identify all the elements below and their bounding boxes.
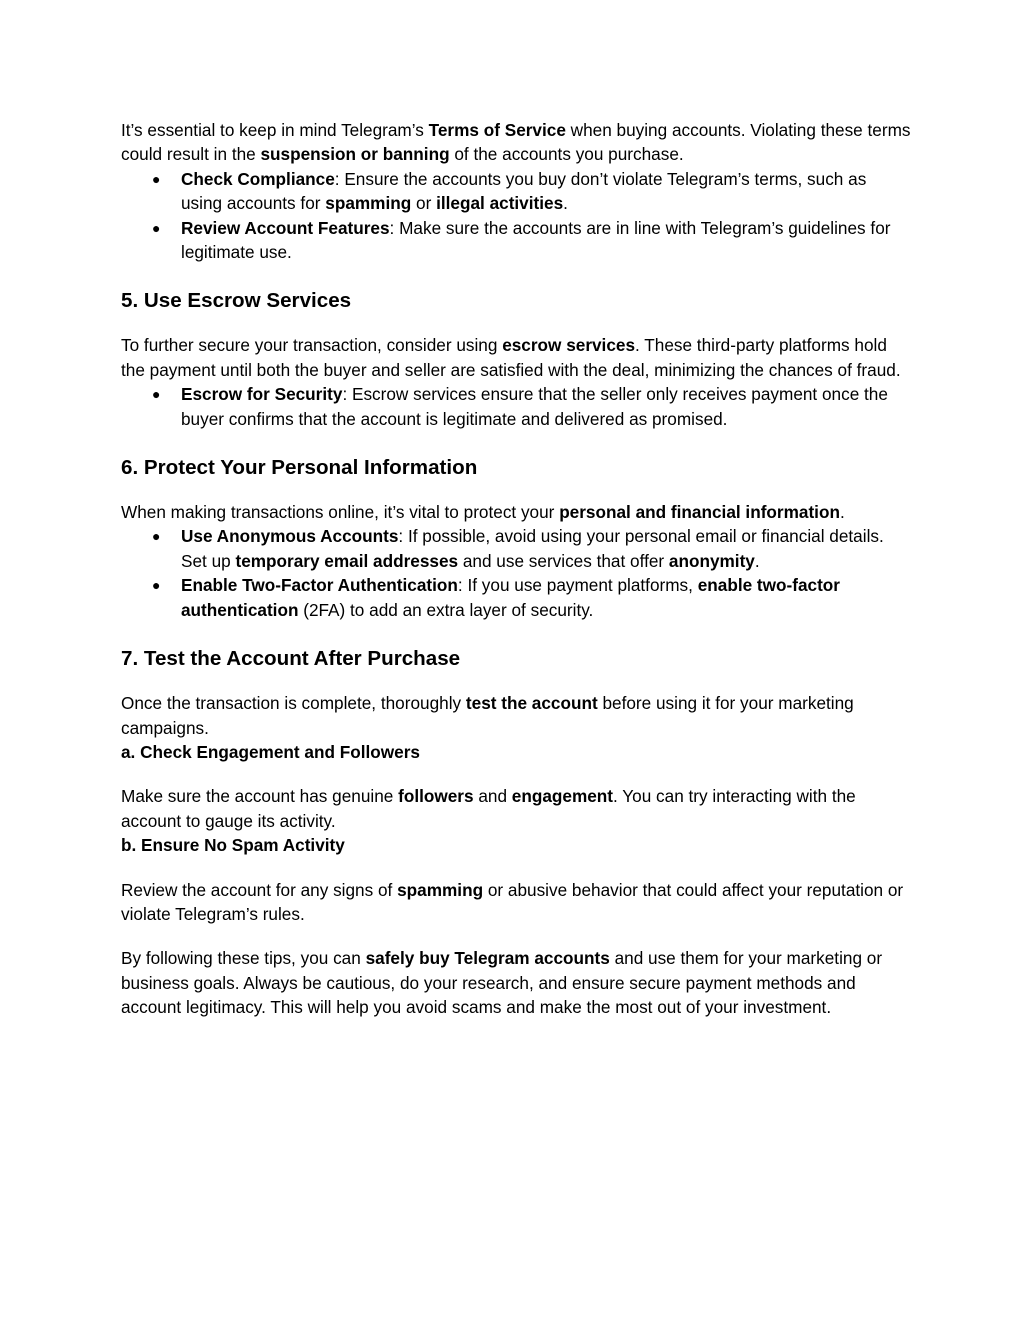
section-heading-7: 7. Test the Account After Purchase xyxy=(121,647,461,671)
bullet-icon: ● xyxy=(152,528,161,545)
bullet-icon: ● xyxy=(152,219,161,236)
intro-paragraph: It’s essential to keep in mind Telegram’s Terms of Service when buying accounts. Violating these terms could result in the suspension or banning of the accounts you purchase. xyxy=(121,120,911,165)
list-item: ● Enable Two-Factor Authentication: If you use payment platforms, enable two-factor authentication (2FA) to add an extra layer of security. xyxy=(152,575,840,620)
conclusion-paragraph: By following these tips, you can safely buy Telegram accounts and use them for your marketing or business goals. Always be cautious, do your research, and ensure secure payment methods and account legitimacy. This will help you avoid scams and make the most out of your investment. xyxy=(121,948,883,1018)
subheading-b: b. Ensure No Spam Activity xyxy=(121,835,345,856)
subheading-a: a. Check Engagement and Followers xyxy=(121,741,420,762)
list-item: ● Use Anonymous Accounts: If possible, avoid using your personal email or financial details. Set up temporary email addresses and use services that offer anonymity. xyxy=(152,526,884,571)
terms-of-service-emphasis: Terms of Service xyxy=(428,120,566,140)
bullet-icon: ● xyxy=(152,386,161,403)
section5-bullet-list xyxy=(121,382,911,431)
bullet-icon: ● xyxy=(152,577,161,594)
section5-paragraph: To further secure your transaction, consider using escrow services. These third-party platforms hold the payment until both the buyer and seller are satisfied with the deal, minimizing the chances of fraud. xyxy=(121,335,901,380)
section7-paragraph: Once the transaction is complete, thoroughly test the account before using it for your marketing campaigns. xyxy=(121,693,854,738)
list-item: ● Review Account Features: Make sure the accounts are in line with Telegram’s guidelines for legitimate use. xyxy=(152,217,891,263)
subsection-a-paragraph: Make sure the account has genuine followers and engagement. You can try interacting with the account to gauge its activity. xyxy=(121,786,856,831)
suspension-emphasis: suspension or banning xyxy=(260,144,450,165)
section6-paragraph: When making transactions online, it’s vital to protect your personal and financial information. xyxy=(121,502,845,523)
subsection-b-paragraph: Review the account for any signs of spamming or abusive behavior that could affect your reputation or violate Telegram’s rules. xyxy=(121,879,904,924)
section6-bullet-list xyxy=(121,524,911,622)
list-item: ● Escrow for Security: Escrow services ensure that the seller only receives payment once the buyer confirms that the account is legitimate and delivered as promised. xyxy=(152,384,888,429)
document-page xyxy=(121,118,911,1020)
section-heading-5: 5. Use Escrow Services xyxy=(121,289,352,313)
section-heading-6: 6. Protect Your Personal Information xyxy=(121,456,478,480)
list-item: ● Check Compliance: Ensure the accounts you buy don’t violate Telegram’s terms, such as using accounts for spamming or illegal activities. xyxy=(152,168,867,214)
bullet-icon: ● xyxy=(152,170,161,187)
tos-bullet-list xyxy=(121,167,911,265)
